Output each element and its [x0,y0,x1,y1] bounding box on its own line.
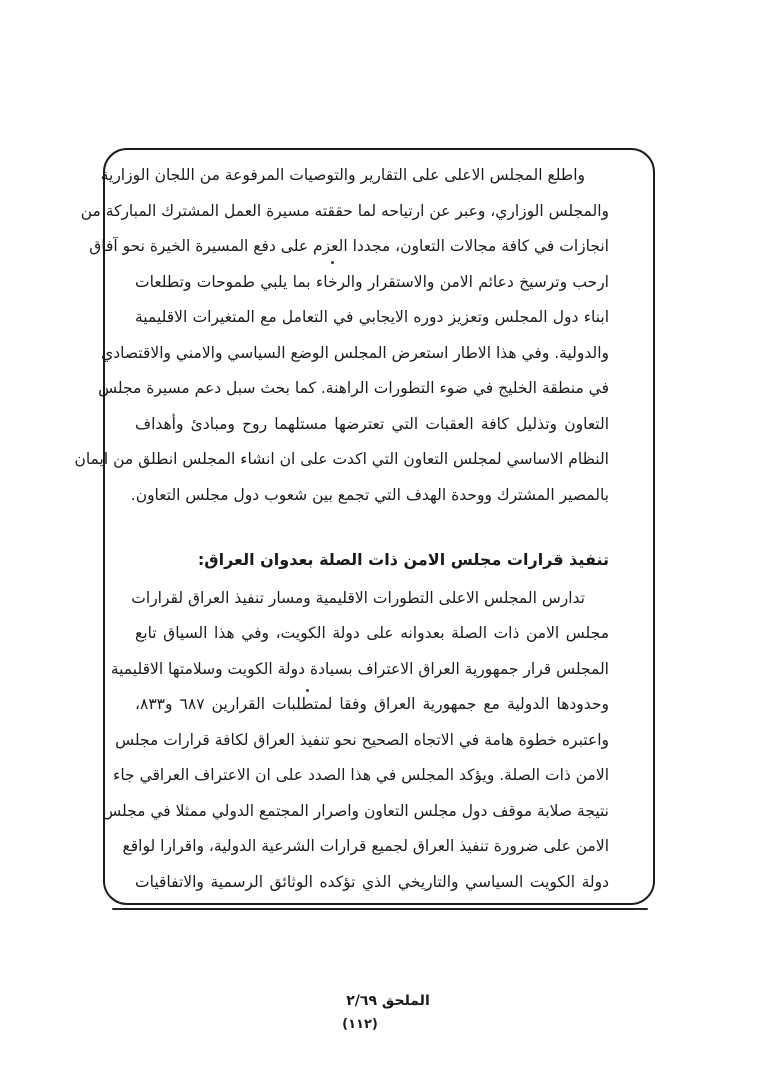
section-heading: تنفيذ قرارات مجلس الامن ذات الصلة بعدوان العراق: [197,550,609,569]
appendix-label: الملحق ٢/٦٩ [346,993,430,1009]
scan-speck [331,261,334,264]
scan-artifact-line [112,908,648,910]
text-line: ارحب وترسيخ دعائم الامن والاستقرار والرخاء بما يلبي طموحات وتطلعات [135,272,609,291]
text-line: والدولية. وفي هذا الاطار استعرض المجلس الوضع السياسي والامني والاقتصادي [101,343,609,362]
text-line: النظام الاساسي لمجلس التعاون التي اكدت على ان انشاء المجلس انطلق من ايمان [74,450,609,468]
page-number: (١١٢) [342,1017,378,1032]
text-line: التعاون وتذليل كافة العقبات التي تعترضها مستلهما روح ومبادئ وأهداف [135,414,609,433]
text-line: واعتبره خطوة هامة في الاتجاه الصحيح نحو تنفيذ العراق لكافة قرارات مجلس [115,730,609,749]
text-line: واطلع المجلس الاعلى على التقارير والتوصيات المرفوعة من اللجان الوزارية [100,166,585,184]
body-paragraph-1 [74,158,609,513]
text-line: الامن ذات الصلة. ويؤكد المجلس في هذا الصدد على ان الاعتراف العراقي جاء [113,766,609,784]
text-line: ابناء دول المجلس وتعزيز دوره الايجابي في التعامل مع المتغيرات الاقليمية [135,308,609,326]
body-paragraph-2 [102,581,609,901]
document-border-box [74,148,655,905]
text-line: بالمصير المشترك ووحدة الهدف التي تجمع بين شعوب دول مجلس التعاون. [130,485,609,504]
text-line: والمجلس الوزاري، وعبر عن ارتياحه لما حققته مسيرة العمل المشترك المباركة من [80,201,609,220]
text-line: وحدودها الدولية مع جمهورية العراق وفقا لمتطلبات القرارين ٦٨٧ و٨٣٣، [135,695,609,713]
page-footer [0,991,758,1034]
text-line: المجلس قرار جمهورية العراق الاعتراف بسيادة دولة الكويت وسلامتها الاقليمية [110,659,609,678]
text-line: تدارس المجلس الاعلى التطورات الاقليمية ومسار تنفيذ العراق لقرارات [131,588,585,607]
text-line: دولة الكويت السياسي والتاريخي الذي تؤكده الوثائق الرسمية والاتفاقيات [135,872,609,891]
text-line: انجازات في كافة مجالات التعاون، مجددا العزم على دفع المسيرة الخيرة نحو آفاق [89,237,609,255]
scan-speck [306,689,309,692]
text-line: نتيجة صلابة موقف دول مجلس التعاون واصرار المجتمع الدولي ممثلا في مجلس [102,801,609,820]
text-line: في منطقة الخليج في ضوء التطورات الراهنة. كما بحث سبل دعم مسيرة مجلس [98,379,609,397]
text-line: مجلس الامن ذات الصلة بعدوانه على دولة الكويت، وفي هذا السياق تابع [135,624,609,642]
text-line: الامن على ضرورة تنفيذ العراق لجميع قرارات الشرعية الدولية، واقرارا لواقع [122,837,609,855]
